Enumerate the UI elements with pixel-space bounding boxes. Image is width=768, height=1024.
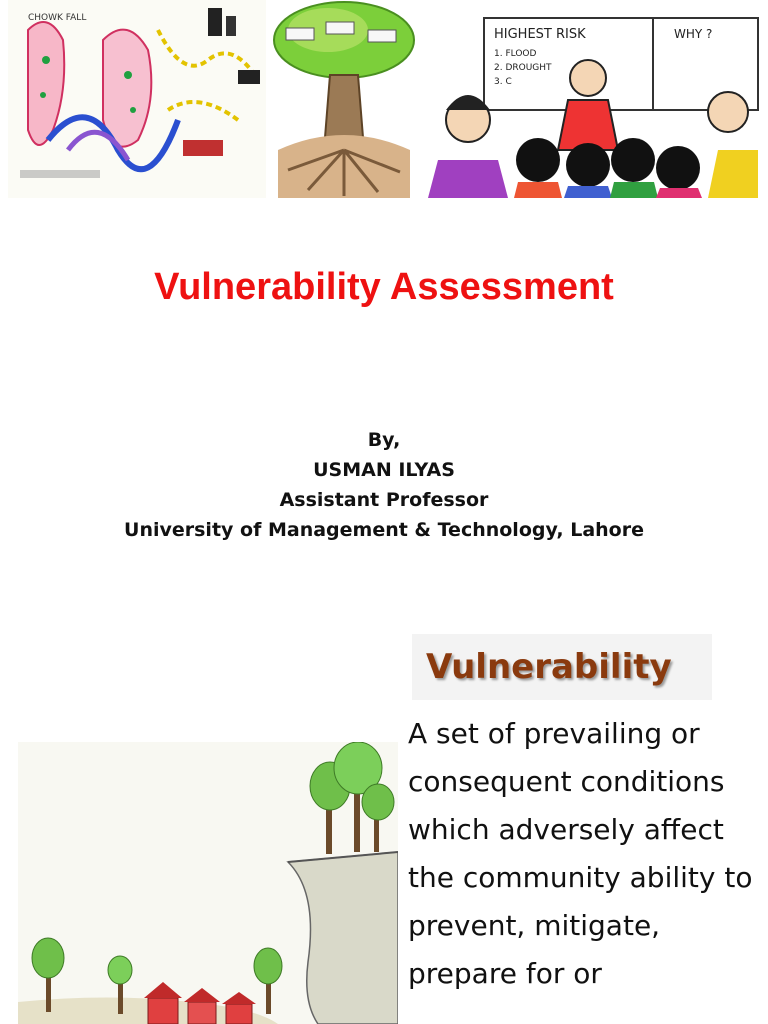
vulnerability-definition: A set of prevailing or consequent conditions which adversely affect the community ability to prevent, mitigate, prepare for or [408, 717, 753, 990]
hazard-map-illustration [8, 0, 266, 198]
author-role: Assistant Professor [279, 489, 489, 511]
problem-tree-drawing [268, 0, 420, 198]
by-label: By, [367, 429, 401, 451]
slide-title: Vulnerability Assessment [154, 266, 614, 308]
author-name: USMAN ILYAS [313, 459, 455, 481]
risk-board-title: HIGHEST RISK [494, 27, 586, 42]
hazard-map-drawing [8, 0, 266, 198]
risk-meeting-illustration [428, 0, 768, 198]
risk-board-why: WHY ? [674, 27, 713, 41]
author-byline [0, 425, 768, 545]
cliff-village-illustration [18, 742, 398, 1024]
risk-item-2: 2. DROUGHT [494, 63, 552, 73]
author-affiliation: University of Management & Technology, Lahore [124, 519, 644, 541]
risk-meeting-drawing [428, 0, 768, 198]
risk-item-1: 1. FLOOD [494, 49, 537, 59]
cliff-village-drawing [18, 742, 398, 1024]
vulnerability-heading: Vulnerability [412, 634, 712, 700]
vulnerability-slide [0, 610, 768, 1024]
risk-item-3: 3. C [494, 77, 512, 87]
hazard-map-label: CHOWK FALL [28, 13, 87, 23]
problem-tree-illustration [268, 0, 420, 198]
